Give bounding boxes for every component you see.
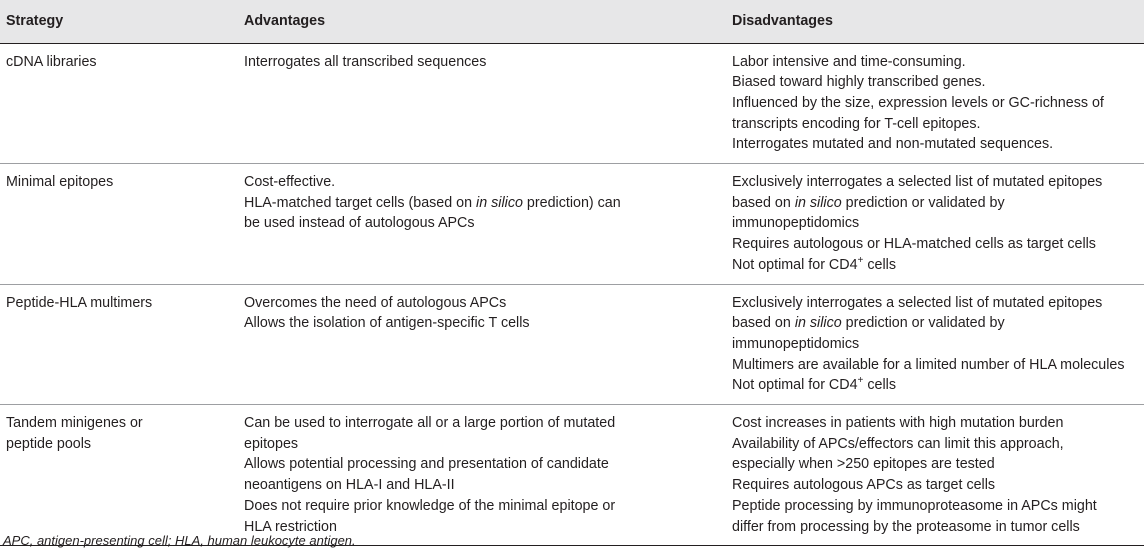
text-segment: Biased toward highly transcribed genes. (732, 74, 986, 91)
cell-text-line (732, 313, 1144, 334)
disadvantages-cell (732, 43, 1144, 164)
cell-text-line (732, 234, 1144, 255)
cell-text-line (732, 134, 1144, 155)
text-segment: cells (863, 256, 896, 273)
text-segment: Cost-effective. (244, 174, 336, 191)
text-segment: based on (732, 315, 795, 332)
text-segment: based on (732, 194, 795, 211)
disadvantages-cell (732, 405, 1144, 546)
text-segment: Labor intensive and time-consuming. (732, 53, 966, 70)
text-segment: prediction or validated by (841, 194, 1005, 211)
advantages-cell (244, 164, 732, 285)
disadvantages-cell (732, 284, 1144, 405)
text-segment: Can be used to interrogate all or a large portion of mutated (244, 415, 616, 432)
strategy-cell (0, 43, 244, 164)
cell-text-line (244, 193, 732, 214)
cell-text-line (244, 475, 732, 496)
text-segment: Interrogates mutated and non-mutated sequences. (732, 136, 1054, 153)
advantages-cell (244, 284, 732, 405)
cell-text-line (732, 213, 1144, 234)
text-segment: Not optimal for CD4 (732, 377, 858, 394)
table-body (0, 43, 1144, 546)
cell-text-line (244, 213, 732, 234)
text-segment: Peptide processing by immunoproteasome in APCs might (732, 497, 1097, 514)
text-segment: Cost increases in patients with high mutation burden (732, 415, 1064, 432)
italic-segment: in silico (794, 194, 842, 211)
table-row (0, 164, 1144, 285)
cell-text-line (732, 93, 1144, 114)
strategy-cell (0, 405, 244, 546)
cell-text-line (244, 496, 732, 517)
text-segment: immunopeptidomics (732, 215, 860, 232)
text-segment: Does not require prior knowledge of the minimal epitope or (244, 497, 616, 514)
text-segment: HLA restriction (244, 518, 337, 535)
italic-segment: in silico (794, 315, 842, 332)
text-segment: be used instead of autologous APCs (244, 215, 475, 232)
cell-text-line (244, 172, 732, 193)
superscript-segment: + (857, 254, 864, 266)
text-segment: transcripts encoding for T-cell epitopes. (732, 115, 981, 132)
cell-text-line (732, 496, 1144, 517)
cell-text-line (244, 293, 732, 314)
cell-text-line (732, 193, 1144, 214)
cell-text-line (732, 413, 1144, 434)
table-row (0, 284, 1144, 405)
cell-text-line: Tandem minigenes or (6, 415, 143, 432)
advantages-cell (244, 405, 732, 546)
text-segment: immunopeptidomics (732, 335, 860, 352)
text-segment: Influenced by the size, expression levels or GC-richness of (732, 94, 1104, 111)
cell-text-line (732, 255, 1144, 276)
cell-text-line (732, 355, 1144, 376)
table-row (0, 405, 1144, 546)
text-segment: Allows potential processing and presentation of candidate (244, 456, 609, 473)
text-segment: epitopes (244, 435, 299, 452)
cell-text-line (244, 52, 732, 73)
text-segment: especially when >250 epitopes are tested (732, 456, 995, 473)
text-segment: Exclusively interrogates a selected list of mutated epitopes (732, 294, 1103, 311)
cell-text-line (732, 434, 1144, 455)
table-footnote: APC, antigen-presenting cell; HLA, human leukocyte antigen. (3, 533, 356, 548)
cell-text-line (732, 72, 1144, 93)
italic-segment: in silico (476, 194, 523, 211)
header-row (0, 0, 1144, 43)
disadvantages-cell (732, 164, 1144, 285)
text-segment: Exclusively interrogates a selected list of mutated epitopes (732, 174, 1103, 191)
text-segment: Availability of APCs/effectors can limit this approach, (732, 435, 1064, 452)
cell-text-line (732, 52, 1144, 73)
cell-text-line (732, 172, 1144, 193)
cell-text-line (732, 454, 1144, 475)
cell-text-line: Minimal epitopes (6, 174, 114, 191)
superscript-segment: + (857, 375, 864, 387)
cell-text-line (732, 293, 1144, 314)
cell-text-line (732, 114, 1144, 135)
cell-text-line (732, 334, 1144, 355)
cell-text-line: Peptide-HLA multimers (6, 294, 153, 311)
text-segment: Requires autologous APCs as target cells (732, 477, 996, 494)
text-segment: Multimers are available for a limited number of HLA molecules (732, 356, 1125, 373)
text-segment: Overcomes the need of autologous APCs (244, 294, 507, 311)
text-segment: differ from processing by the proteasome in tumor cells (732, 518, 1080, 535)
header-disadvantages: Disadvantages (732, 0, 1144, 43)
header-strategy: Strategy (0, 0, 244, 43)
header-advantages: Advantages (244, 0, 732, 43)
text-segment: prediction or validated by (841, 315, 1005, 332)
cell-text-line (244, 454, 732, 475)
text-segment: Requires autologous or HLA-matched cells as target cells (732, 236, 1096, 253)
cell-text-line (732, 475, 1144, 496)
table-row (0, 43, 1144, 164)
text-segment: prediction) can (522, 194, 621, 211)
text-segment: Not optimal for CD4 (732, 256, 858, 273)
text-segment: cells (863, 377, 896, 394)
cell-text-line: cDNA libraries (6, 53, 97, 70)
cell-text-line (732, 375, 1144, 396)
text-segment: HLA-matched target cells (based on (244, 194, 477, 211)
cell-text-line (244, 413, 732, 434)
advantages-cell (244, 43, 732, 164)
cell-text-line (732, 517, 1144, 538)
strategy-cell (0, 164, 244, 285)
text-segment: neoantigens on HLA-I and HLA-II (244, 477, 455, 494)
cell-text-line (244, 434, 732, 455)
text-segment: Interrogates all transcribed sequences (244, 53, 487, 70)
strategy-cell (0, 284, 244, 405)
cell-text-line (244, 313, 732, 334)
text-segment: Allows the isolation of antigen-specific T cells (244, 315, 530, 332)
cell-text-line: peptide pools (6, 435, 92, 452)
